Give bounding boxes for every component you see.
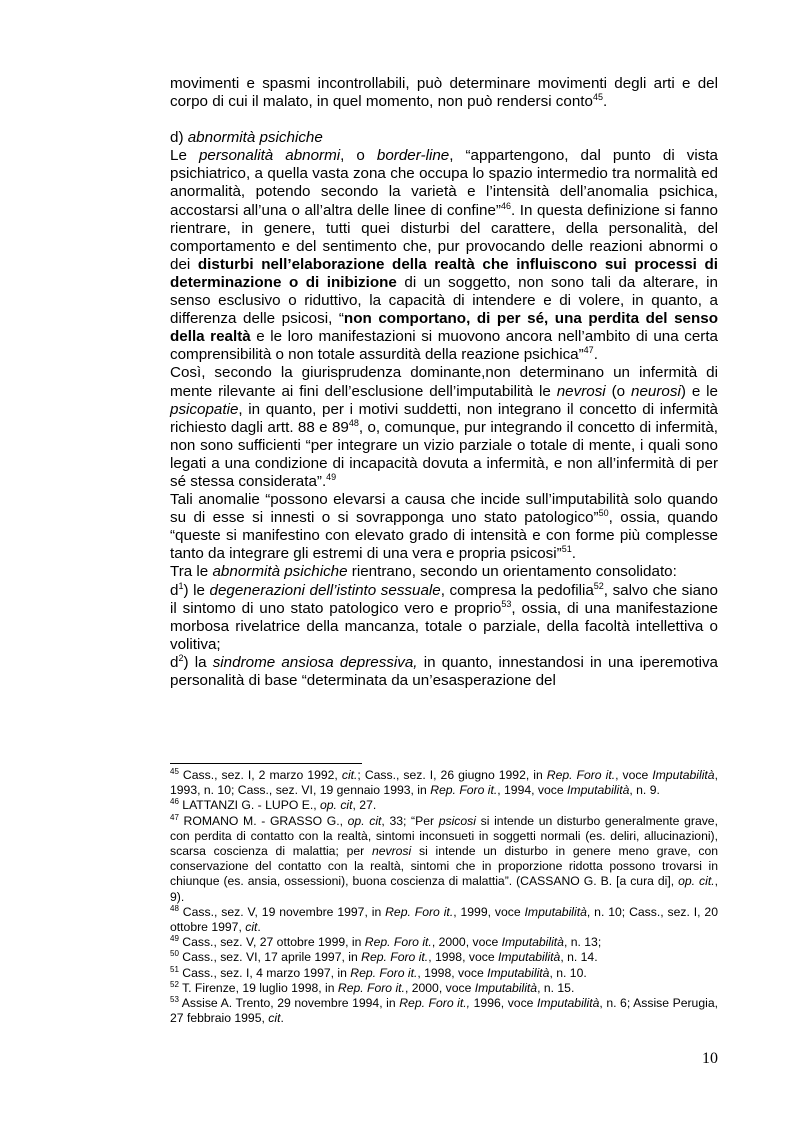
footnote-separator <box>170 763 362 764</box>
footnote-ref-46[interactable]: 46 <box>500 200 511 211</box>
paragraph-nevrosi: Così, secondo la giurisprudenza dominante,non determinano un infermità di mente rilevante ai fini dell’esclusione dell’imputabilità le nevrosi (o neurosi) e le psicopatie, in quanto, per i motivi suddetti, non integrano il concetto di infermità richiesto dagli artt. 88 e $89^{48}$, o, comunque, pur integrando il concetto di infermità, non sono sufficienti “per integrare un vizio parziale o totale di mente, i quali sono legati a una condizione di incapacità dovuta a infermità, e non all’infermità di per sé stessa considerata”.$^{49}$ <box>170 364 719 490</box>
footnote-ref-47[interactable]: 47 <box>583 345 594 356</box>
footnote-ref-51[interactable]: 51 <box>561 544 572 555</box>
footnote-ref-53[interactable]: 53 <box>501 598 512 609</box>
footnote-ref-45[interactable]: 45 <box>592 92 603 103</box>
paragraph-personalita-abnormi: Le personalità abnormi, o border-line, “appartengono, dal punto di vista psichiatrico, a quella vasta zona che occupa lo spazio intermedio tra normalità ed anormalità, potendo secondo la varietà e l’intensità dell’anomalia psichica, accostarsi all’una o all’altra delle linee di confine”$^{46}$. In questa definizione si fanno rientrare, in genere, tutti quei disturbi del carattere, della personalità, del comportamento e del sentimento che, pur provocando delle reazioni abnormi o dei disturbi nell’elaborazione della realtà che influiscono sui processi di determinazione o di inibizione di un soggetto, non sono tali da alterare, in senso esclusivo o riduttivo, la capacità di intendere e di volere, in quanto, a differenza delle psicosi, “non comportano, di per sé, una perdita del senso della realtà e le loro manifestazioni si muovono ancora nell’ambito di una certa comprensibilità o non totale assurdità della reazione psichica”$^{47}$. <box>170 147 718 364</box>
footnote-52: $^{52}$ T. Firenze, 19 luglio 1998, in Rep. Foro it., 2000, voce Imputabilità, n. 15. <box>170 979 575 995</box>
footnote-ref-52[interactable]: 52 <box>593 580 604 591</box>
paragraph-d1: $d^1$) le degenerazioni dell’istinto sessuale, compresa la pedofilia$^{52}$, salvo che siano il sintomo di uno stato patologico vero e proprio$^{53}$, ossia, di una manifestazione morbosa rivelatrice della mancanza, totale o parziale, della facoltà intellettiva o volitiva; <box>170 580 718 653</box>
paragraph-d2: $d^2$) la sindrome ansiosa depressiva, in quanto, innestandosi in una iperemotiva personalità di base “determinata da un’esasperazione del <box>170 652 718 689</box>
footnote-49: $^{49}$ Cass., sez. V, 27 ottobre 1999, in Rep. Foro it., 2000, voce Imputabilità, n. 13; <box>170 934 602 950</box>
footnote-ref-50[interactable]: 50 <box>598 508 609 519</box>
footnotes <box>170 768 718 1026</box>
page-number: 10 <box>702 1050 718 1067</box>
paragraph-abnormita: Tra le abnormità psichiche rientrano, secondo un orientamento consolidato: <box>170 563 677 581</box>
footnote-45: $^{45}$ Cass., sez. I, 2 marzo 1992, cit.; Cass., sez. I, 26 giugno 1992, in Rep. Foro it., voce Imputabilità, 1993, n. 10; Cass., sez. VI, 19 gennaio 1993, in Rep. Foro it., 1994, voce Imputabilità, n. 9. <box>170 766 718 798</box>
footnote-50: $^{50}$ Cass., sez. VI, 17 aprile 1997, in Rep. Foro it., 1998, voce Imputabilità, n. 14. <box>170 949 598 965</box>
paragraph-anomalie: Tali anomalie “possono elevarsi a causa che incide sull’imputabilità solo quando su di esse si innesti o si sovrapponga uno stato patologico”$^{50}$, ossia, quando “queste si manifestino con elevato grado di intensità e con forme più complesse tanto da integrare gli estremi di una vera e propria psicosi”$^{51}$. <box>170 491 718 563</box>
section-heading-d: d) abnormità psichiche <box>170 129 323 147</box>
paragraph-intro: movimenti e spasmi incontrollabili, può determinare movimenti degli arti e del corpo di cui il malato, in quel momento, non può rendersi conto$^{45}$. <box>170 75 718 111</box>
footnote-53: $^{53}$ Assise A. Trento, 29 novembre 1994, in Rep. Foro it., 1996, voce Imputabilità, n. 6; Assise Perugia, 27 febbraio 1995, cit. <box>170 994 718 1026</box>
footnote-ref-49[interactable]: 49 <box>326 471 337 482</box>
body-text <box>170 75 718 690</box>
footnote-51: $^{51}$ Cass., sez. I, 4 marzo 1997, in Rep. Foro it., 1998, voce Imputabilità, n. 10. <box>170 964 587 980</box>
footnote-47: $^{47}$ ROMANO M. - GRASSO G., op. cit, 33; “Per psicosi si intende un disturbo generalmente grave, con perdita di contatto con la realtà, sintomi inconsueti in soggetti normali (es. deliri, allucinazioni), scarsa coscienza di malattia; per nevrosi si intende un disturbo in genere meno grave, con conservazione del contatto con la realtà, sintomi che in proporzione ridotta possono trovarsi in chiunque (es. ansia, ossessioni), buona coscienza di malattia”. (CASSANO G. B. [a cura di], op. cit., 9). <box>170 812 719 904</box>
footnote-48: $^{48}$ Cass., sez. V, 19 novembre 1997, in Rep. Foro it., 1999, voce Imputabilità, n. 10; Cass., sez. I, 20 ottobre 1997, cit. <box>170 903 718 935</box>
footnote-ref-48[interactable]: 48 <box>348 417 359 428</box>
footnote-46: $^{46}$ LATTANZI G. - LUPO E., op. cit, 27. <box>170 797 377 813</box>
section-title: abnormità psichiche <box>187 129 323 147</box>
